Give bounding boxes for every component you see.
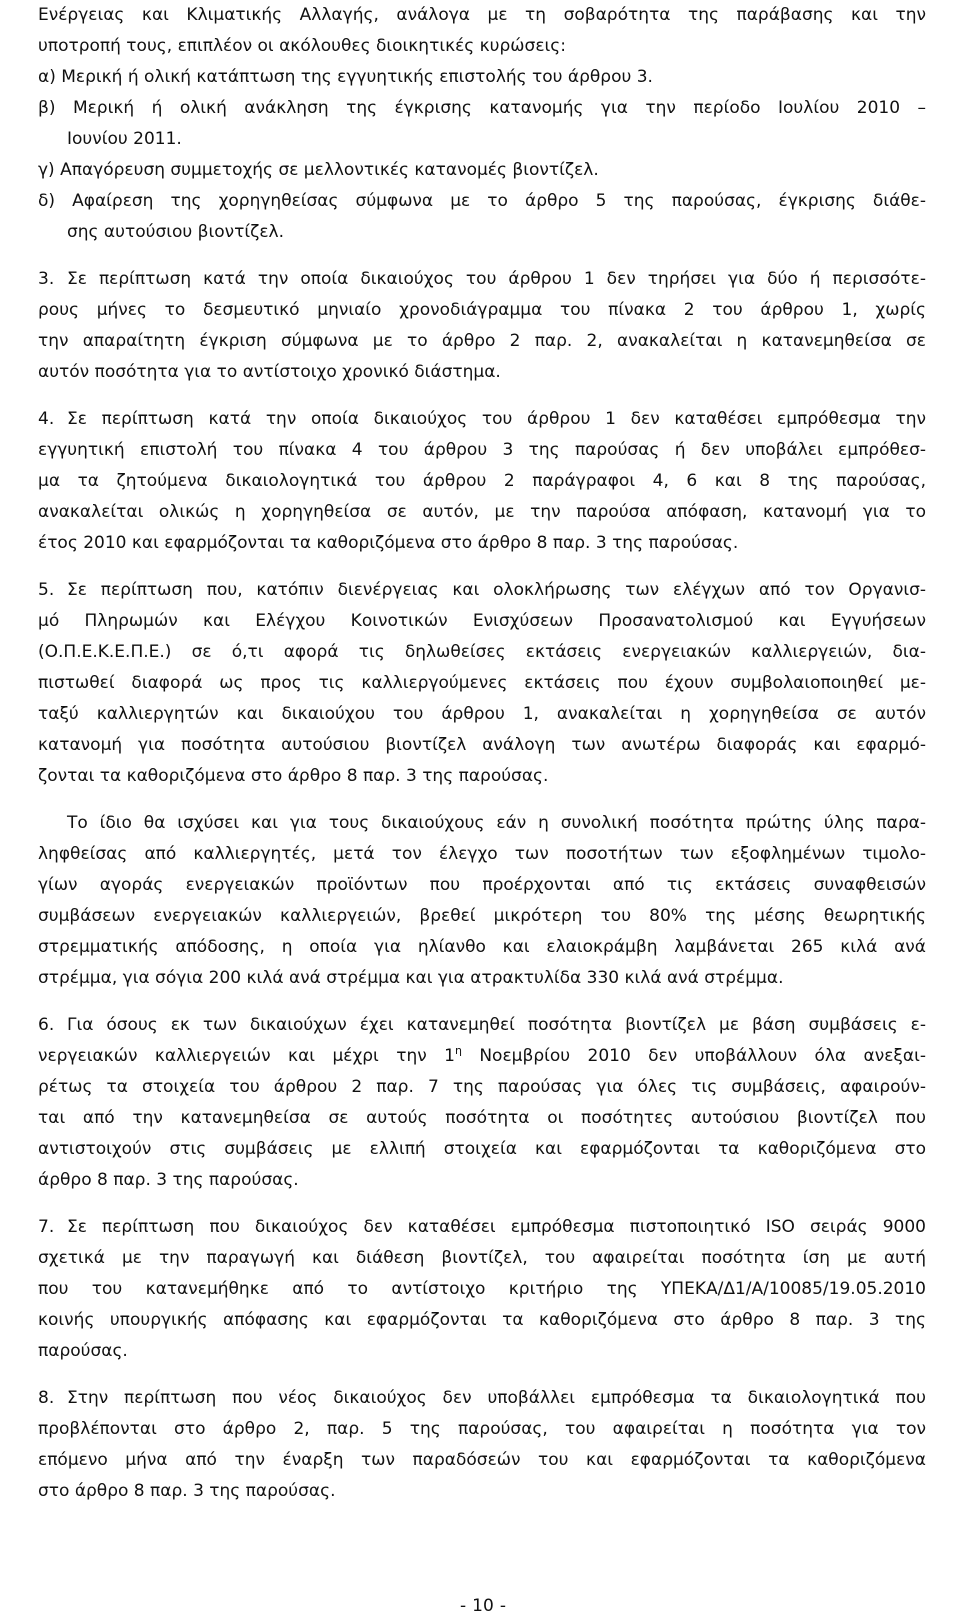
paragraph-line: πιστωθεί διαφορά ως προς τις καλλιεργούμενες εκτάσεις που έχουν συμβολαιοποιηθεί με- [38,673,926,693]
paragraph-line: σχετικά με την παραγωγή και διάθεση βιοντίζελ, του αφαιρείται ποσότητα ίση με αυτή [38,1248,926,1268]
paragraph-line: ληφθείσας από καλλιεργητές, μετά τον έλεγχο των ποσοτήτων των εξοφλημένων τιμολο- [38,844,926,864]
paragraph-8 [38,1383,926,1507]
paragraph-7 [38,1212,926,1367]
text-segment: νεργειακών καλλιεργειών και μέχρι την 1 [38,1046,455,1066]
paragraph-line: συμβάσεων ενεργειακών καλλιεργειών, βρεθεί μικρότερη του 80% της μέσης θεωρητικής [38,906,926,926]
paragraph-5-continuation [38,808,926,994]
intro-line: υποτροπή τους, επιπλέον οι ακόλουθες διοικητικές κυρώσεις: [38,36,566,56]
sanctions-list [38,62,926,248]
paragraph-line: εγγυητική επιστολή του πίνακα 4 του άρθρου 3 της παρούσας ή δεν υποβάλει εμπρόθεσ- [38,440,926,460]
paragraph-line: Για όσους εκ των δικαιούχων έχει κατανεμηθεί ποσότητα βιοντίζελ με βάση συμβάσεις ε- [67,1015,926,1035]
paragraph-4 [38,404,926,559]
paragraph-line: Σε περίπτωση κατά την οποία δικαιούχος του άρθρου 1 δεν καταθέσει εμπρόθεσμα την [67,409,926,429]
paragraph-5 [38,575,926,792]
paragraph-line: Σε περίπτωση που, κατόπιν διενέργειας και ολοκλήρωσης των ελέγχων από τον Οργανισ- [67,580,926,600]
paragraph-line: ρέτως τα στοιχεία του άρθρου 2 παρ. 7 της παρούσας για όλες τις συμβάσεις, αφαιρούν- [38,1077,926,1097]
paragraph-line: ται από την κατανεμηθείσα σε αυτούς ποσότητα οι ποσότητες αυτούσιου βιοντίζελ που [38,1108,926,1128]
paragraph-line: ρους μήνες το δεσμευτικό μηνιαίο χρονοδιάγραμμα του πίνακα 2 του άρθρου 1, χωρίς [38,300,926,320]
paragraph-line: Σε περίπτωση κατά την οποία δικαιούχος του άρθρου 1 δεν τηρήσει για δύο ή περισσότε- [67,269,926,289]
footer-dash-right: - [499,1596,506,1616]
intro-line: Ενέργειας και Κλιματικής Αλλαγής, ανάλογα με τη σοβαρότητα της παράβασης και την [38,5,926,25]
paragraph-line: επόμενο μήνα από την έναρξη των παραδόσεών του και εφαρμόζονται τα καθοριζόμενα [38,1450,926,1470]
page-number: 10 [472,1596,494,1616]
footer-dash-left: - [460,1596,467,1616]
superscript: η [454,1044,462,1057]
intro-block [38,0,926,62]
paragraph-line: Το ίδιο θα ισχύσει και για τους δικαιούχους εάν η συνολική ποσότητα πρώτης ύλης παρα- [67,813,926,833]
paragraph-line: προβλέπονται στο άρθρο 2, παρ. 5 της παρούσας, του αφαιρείται η ποσότητα για τον [38,1419,926,1439]
paragraph-line: αντιστοιχούν στις συμβάσεις με ελλιπή στοιχεία και εφαρμόζονται τα καθοριζόμενα στο [38,1139,926,1159]
paragraph-line: στο άρθρο 8 παρ. 3 της παρούσας. [38,1481,336,1501]
paragraph-line: στρεμματικής απόδοσης, η οποία για ηλίανθο και ελαιοκράμβη λαμβάνεται 265 κιλά ανά [38,937,926,957]
paragraph-3 [38,264,926,388]
paragraph-line: Στην περίπτωση που νέος δικαιούχος δεν υποβάλλει εμπρόθεσμα τα δικαιολογητικά που [67,1388,926,1408]
paragraph-line: στρέμμα, για σόγια 200 κιλά ανά στρέμμα και για ατρακτυλίδα 330 κιλά ανά στρέμμα. [38,968,784,988]
paragraph-number: 3. [38,269,55,289]
paragraph-line-with-superscript [38,1041,926,1072]
sanction-d: δ) Αφαίρεση της χορηγηθείσας σύμφωνα με το άρθρο 5 της παρούσας, έγκρισης διάθε- [38,191,926,211]
paragraph-line: Σε περίπτωση που δικαιούχος δεν καταθέσει εμπρόθεσμα πιστοποιητικό ISO σειράς 9000 [67,1217,926,1237]
sanction-a: α) Μερική ή ολική κατάπτωση της εγγυητικής επιστολής του άρθρου 3. [38,67,653,87]
paragraph-line: ταξύ καλλιεργητών και δικαιούχου του άρθρου 1, ανακαλείται η χορηγηθείσα σε αυτόν [38,704,926,724]
sanction-c: γ) Απαγόρευση συμμετοχής σε μελλοντικές κατανομές βιοντίζελ. [38,160,599,180]
paragraph-line: κατανομή για ποσότητα αυτούσιου βιοντίζελ ανάλογη των ανωτέρω διαφοράς και εφαρμό- [38,735,926,755]
paragraph-line: ανακαλείται ολικώς η χορηγηθείσα σε αυτόν, με την παρούσα απόφαση, κατανομή για το [38,502,926,522]
paragraph-line: που του κατανεμήθηκε από το αντίστοιχο κριτήριο της ΥΠΕΚΑ/Δ1/Α/10085/19.05.2010 [38,1279,926,1299]
paragraph-line: μα τα ζητούμενα δικαιολογητικά του άρθρου 2 παράγραφοι 4, 6 και 8 της παρούσας, [38,471,926,491]
paragraph-number: 6. [38,1015,55,1035]
paragraph-line: (Ο.Π.Ε.Κ.Ε.Π.Ε.) σε ό,τι αφορά τις δηλωθείσες εκτάσεις ενεργειακών καλλιεργειών, δια- [38,642,926,662]
paragraph-number: 7. [38,1217,55,1237]
paragraph-line: ζονται τα καθοριζόμενα στο άρθρο 8 παρ. 3 της παρούσας. [38,766,549,786]
page-footer [0,1594,960,1618]
paragraph-line: κοινής υπουργικής απόφασης και εφαρμόζονται τα καθοριζόμενα στο άρθρο 8 παρ. 3 της [38,1310,926,1330]
paragraph-line: γίων αγοράς ενεργειακών προϊόντων που προέρχονται από τις εκτάσεις συναφθεισών [38,875,926,895]
paragraph-line: μό Πληρωμών και Ελέγχου Κοινοτικών Ενισχύσεων Προσανατολισμού και Εγγυήσεων [38,611,926,631]
paragraph-number: 5. [38,580,55,600]
paragraph-line: αυτόν ποσότητα για το αντίστοιχο χρονικό διάστημα. [38,362,501,382]
document-page [38,0,926,1507]
paragraph-line: έτος 2010 και εφαρμόζονται τα καθοριζόμενα στο άρθρο 8 παρ. 3 της παρούσας. [38,533,739,553]
paragraph-6 [38,1010,926,1196]
sanction-b-cont: Ιουνίου 2011. [67,129,182,149]
text-segment: Νοεμβρίου 2010 δεν υποβάλλουν όλα ανεξαι- [461,1046,926,1066]
paragraph-number: 8. [38,1388,55,1408]
sanction-d-cont: σης αυτούσιου βιοντίζελ. [67,222,284,242]
sanction-b: β) Μερική ή ολική ανάκληση της έγκρισης κατανομής για την περίοδο Ιουλίου 2010 – [38,98,926,118]
paragraph-line: παρούσας. [38,1341,128,1361]
paragraph-line: την απαραίτητη έγκριση σύμφωνα με το άρθρο 2 παρ. 2, ανακαλείται η κατανεμηθείσα σε [38,331,926,351]
paragraph-number: 4. [38,409,55,429]
paragraph-line: άρθρο 8 παρ. 3 της παρούσας. [38,1170,299,1190]
